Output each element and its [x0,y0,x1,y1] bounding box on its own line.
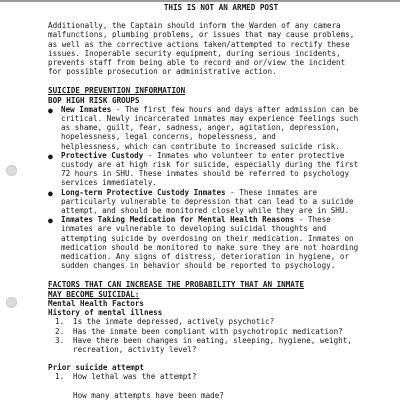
text-line: Is the inmate depressed, actively psychotic? [73,317,275,327]
text-line: - These inmates are [225,187,318,197]
text-line: inmates are vulnerable to developing suicidal thoughts and [61,224,327,234]
list-item [48,391,394,400]
text-line: medication should be monitored to make sure they are not hoarding [61,242,359,252]
bullet-icon: ● [48,188,53,198]
text-line: issues. Inoperable security equipment, during serious incidents, [48,48,341,58]
bullet-icon: ● [48,151,53,161]
document-page [48,2,394,400]
text-line: prevents staff from being able to record and or/view the incident [48,58,346,68]
text-line: sudden changes in behavior should be reported to psychology. [61,261,336,271]
text-line: malfunctions, plumbing problems, or issues that may cause problems, [48,30,355,40]
section-heading: SUICIDE PREVENTION INFORMATION [48,86,186,96]
section-subheading: History of mental illness [48,308,163,318]
list-item [48,372,394,381]
section-heading: FACTORS THAT CAN INCREASE THE PROBABILITY THAT AN INMATE [48,280,305,290]
group-title: Long-term Protective Custody Inmates [61,187,226,197]
group-title: Inmates Taking Medication for Mental Health Reasons [61,215,295,225]
text-line: How lethal was the attempt? [73,372,197,382]
list-item [48,317,394,326]
intro-paragraph [48,21,394,76]
text-line: services immediately. [61,178,158,188]
punch-hole [6,165,17,176]
item-number: 1. [55,372,65,382]
text-line: helplessness, which can contribute to increased suicide risk. [61,141,340,151]
text-line: - These [294,215,331,225]
section-heading: MAY BECOME SUICIDAL: [48,289,140,299]
list-item [48,327,394,336]
text-line: medication. Any signs of distress, deterioration in hygiene, or [61,252,350,262]
text-line: attempting suicide by overdosing on their medication. Inmates on [61,233,354,243]
group-title: Protective Custody [61,150,144,160]
list-item [48,336,394,345]
text-line: critical. Newly incarcerated inmates may experience feelings such [61,114,359,124]
text-line: - Inmates who volunteer to enter protective [143,150,345,160]
text-line: custody are at high risk for suicide, especially during the first [61,160,359,170]
page-header: THIS IS NOT AN ARMED POST [163,3,279,12]
text-line: hopelessness, legal concerns, hopelessness, and [61,132,276,142]
text-line: attempt, and should be monitored closely while they are in SHU. [61,206,350,216]
punch-hole [6,297,17,308]
item-number: 2. [55,326,65,336]
text-line: 72 hours in SHU. These inmates should be referred to psychology [61,169,350,179]
text-line: Have there been changes in eating, sleeping, hygiene, weight, [73,335,352,345]
list-item [48,151,394,188]
text-line: How many attempts have been made? [73,390,224,400]
group-title: New Inmates [61,104,112,114]
bullet-icon: ● [48,105,53,115]
section-subheading: Mental Health Factors [48,298,145,308]
text-line: for possible prosecution or administrative action. [48,67,277,77]
text-line: Additionally, the Captain should inform the Warden of any camera [48,21,341,31]
section-subheading: BOP HIGH RISK GROUPS [48,95,140,105]
list-item [48,215,394,270]
text-line: as shame, guilt, fear, sadness, anger, agitation, depression, [61,123,340,133]
bullet-icon: ● [48,216,53,226]
section-subheading: Prior suicide attempt [48,363,145,373]
list-item [48,105,394,151]
text-line: - The first few hours and days after admission can be [111,104,359,114]
text-line: recreation, activity level? [73,344,197,354]
text-line: Has the inmate been compliant with psychotropic medication? [73,326,343,336]
item-number: 3. [55,335,65,345]
list-item [48,188,394,216]
text-line: as well as the corrective actions taken/attempted to rectify these [48,39,350,49]
text-line: particularly vulnerable to depression that can lead to a suicide [61,196,354,206]
item-number: 1. [55,317,65,327]
